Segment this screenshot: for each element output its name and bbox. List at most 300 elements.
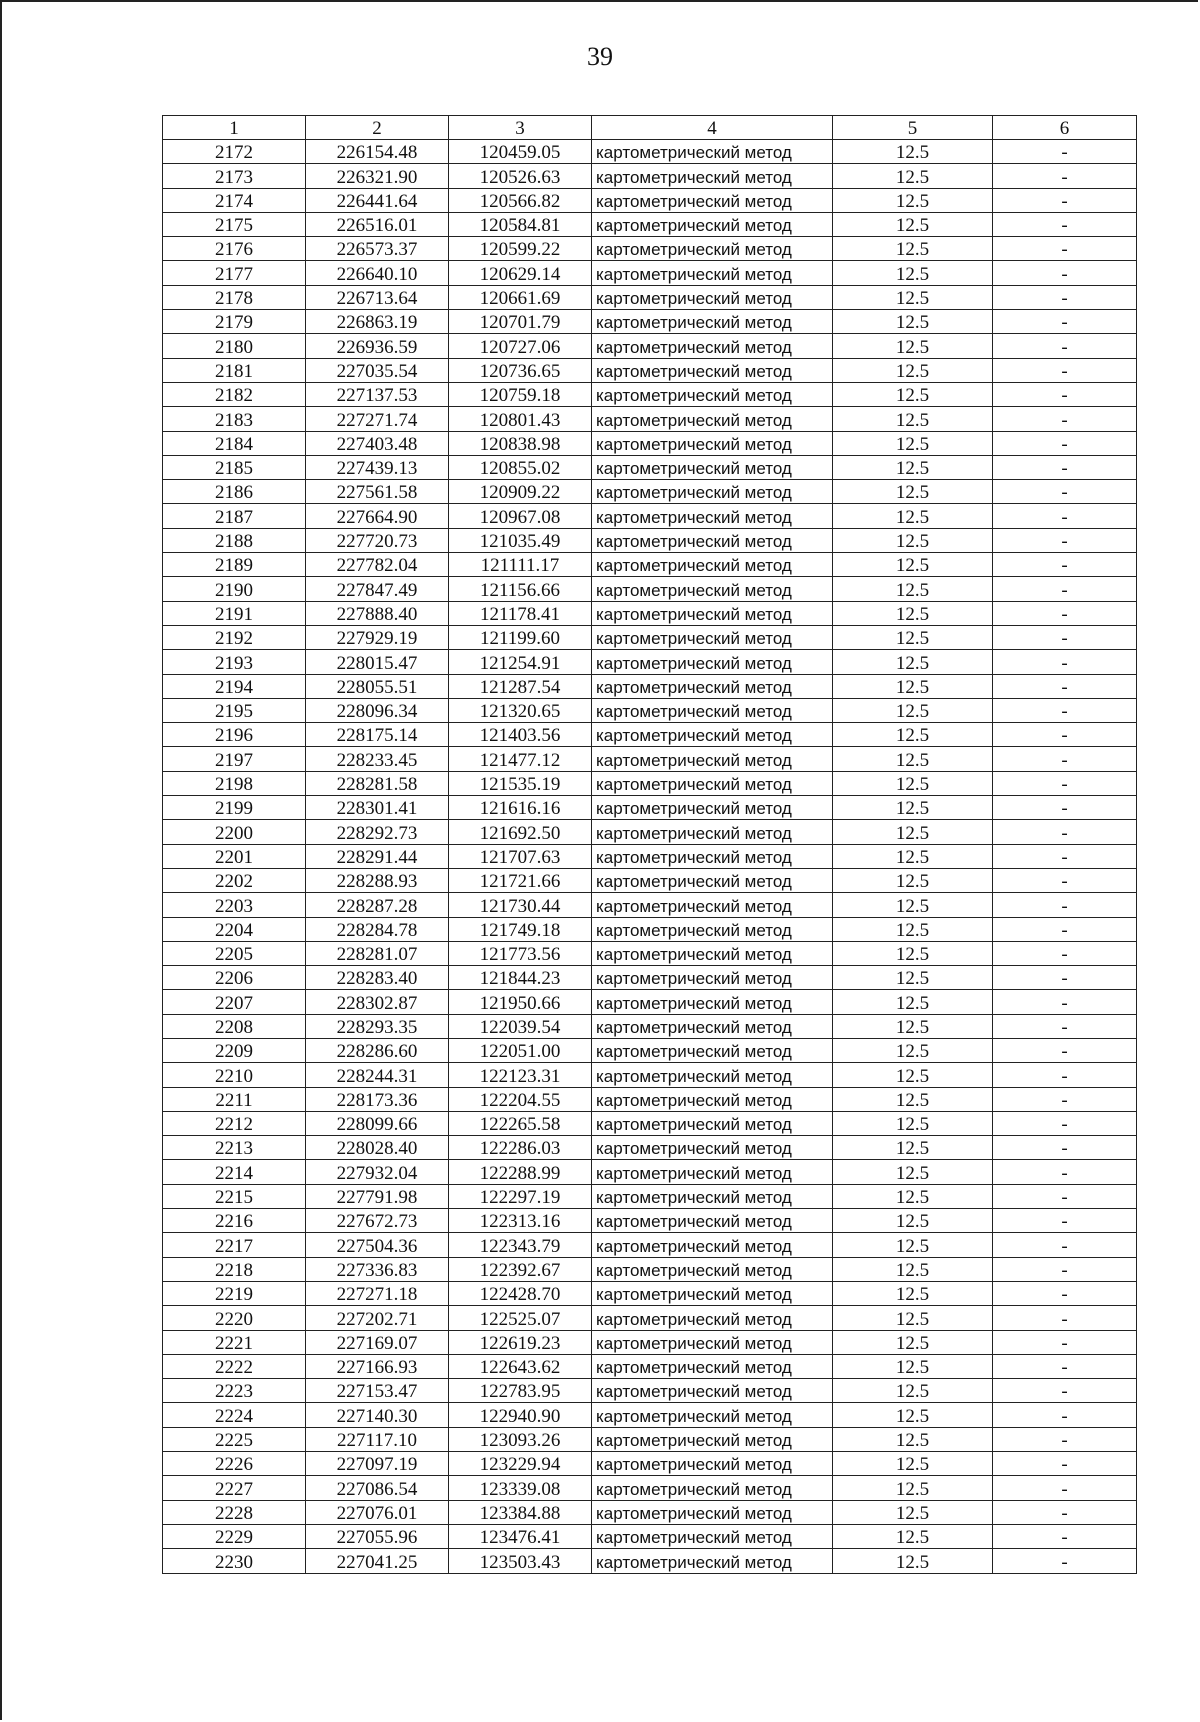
- method-cell: картометрический метод: [592, 358, 833, 382]
- y-coordinate-cell: 121749.18: [449, 917, 592, 941]
- method-cell: картометрический метод: [592, 1500, 833, 1524]
- x-coordinate-cell: 227169.07: [306, 1330, 449, 1354]
- y-coordinate-cell: 121178.41: [449, 601, 592, 625]
- point-number-cell: 2220: [163, 1306, 306, 1330]
- table-row: [163, 1281, 1137, 1305]
- point-number-cell: 2229: [163, 1524, 306, 1548]
- y-coordinate-cell: 121111.17: [449, 553, 592, 577]
- y-coordinate-cell: 121035.49: [449, 528, 592, 552]
- x-coordinate-cell: 228301.41: [306, 796, 449, 820]
- y-coordinate-cell: 123384.88: [449, 1500, 592, 1524]
- accuracy-cell: 12.5: [833, 1014, 993, 1038]
- y-coordinate-cell: 121692.50: [449, 820, 592, 844]
- y-coordinate-cell: 121721.66: [449, 868, 592, 892]
- note-cell: -: [993, 650, 1137, 674]
- point-number-cell: 2222: [163, 1354, 306, 1378]
- x-coordinate-cell: 227076.01: [306, 1500, 449, 1524]
- point-number-cell: 2172: [163, 140, 306, 164]
- method-cell: картометрический метод: [592, 1427, 833, 1451]
- note-cell: -: [993, 285, 1137, 309]
- accuracy-cell: 12.5: [833, 1038, 993, 1062]
- method-cell: картометрический метод: [592, 1184, 833, 1208]
- note-cell: -: [993, 140, 1137, 164]
- table-row: [163, 1136, 1137, 1160]
- table-header: [163, 116, 1137, 140]
- table-row: [163, 1209, 1137, 1233]
- x-coordinate-cell: 228173.36: [306, 1087, 449, 1111]
- accuracy-cell: 12.5: [833, 1403, 993, 1427]
- table-row: [163, 261, 1137, 285]
- note-cell: -: [993, 1452, 1137, 1476]
- table-row: [163, 1427, 1137, 1451]
- x-coordinate-cell: 227041.25: [306, 1549, 449, 1573]
- point-number-cell: 2183: [163, 407, 306, 431]
- method-cell: картометрический метод: [592, 820, 833, 844]
- note-cell: -: [993, 1063, 1137, 1087]
- y-coordinate-cell: 120727.06: [449, 334, 592, 358]
- accuracy-cell: 12.5: [833, 601, 993, 625]
- note-cell: -: [993, 625, 1137, 649]
- method-cell: картометрический метод: [592, 1379, 833, 1403]
- x-coordinate-cell: 228055.51: [306, 674, 449, 698]
- method-cell: картометрический метод: [592, 431, 833, 455]
- table-row: [163, 650, 1137, 674]
- y-coordinate-cell: 122940.90: [449, 1403, 592, 1427]
- y-coordinate-cell: 122051.00: [449, 1038, 592, 1062]
- point-number-cell: 2227: [163, 1476, 306, 1500]
- accuracy-cell: 12.5: [833, 261, 993, 285]
- note-cell: -: [993, 431, 1137, 455]
- y-coordinate-cell: 122204.55: [449, 1087, 592, 1111]
- note-cell: -: [993, 990, 1137, 1014]
- point-number-cell: 2224: [163, 1403, 306, 1427]
- table-row: [163, 310, 1137, 334]
- point-number-cell: 2199: [163, 796, 306, 820]
- method-cell: картометрический метод: [592, 796, 833, 820]
- x-coordinate-cell: 228283.40: [306, 966, 449, 990]
- method-cell: картометрический метод: [592, 1160, 833, 1184]
- table-row: [163, 820, 1137, 844]
- table-row: [163, 140, 1137, 164]
- y-coordinate-cell: 120855.02: [449, 455, 592, 479]
- x-coordinate-cell: 227097.19: [306, 1452, 449, 1476]
- x-coordinate-cell: 227791.98: [306, 1184, 449, 1208]
- note-cell: -: [993, 1549, 1137, 1573]
- note-cell: -: [993, 334, 1137, 358]
- method-cell: картометрический метод: [592, 1136, 833, 1160]
- accuracy-cell: 12.5: [833, 1160, 993, 1184]
- x-coordinate-cell: 228175.14: [306, 723, 449, 747]
- accuracy-cell: 12.5: [833, 1549, 993, 1573]
- y-coordinate-cell: 121287.54: [449, 674, 592, 698]
- table-row: [163, 698, 1137, 722]
- method-cell: картометрический метод: [592, 1233, 833, 1257]
- note-cell: -: [993, 504, 1137, 528]
- method-cell: картометрический метод: [592, 1111, 833, 1135]
- point-number-cell: 2190: [163, 577, 306, 601]
- point-number-cell: 2176: [163, 237, 306, 261]
- note-cell: -: [993, 1427, 1137, 1451]
- note-cell: -: [993, 820, 1137, 844]
- method-cell: картометрический метод: [592, 1330, 833, 1354]
- table-row: [163, 212, 1137, 236]
- point-number-cell: 2204: [163, 917, 306, 941]
- point-number-cell: 2198: [163, 771, 306, 795]
- accuracy-cell: 12.5: [833, 698, 993, 722]
- table-row: [163, 1476, 1137, 1500]
- point-number-cell: 2177: [163, 261, 306, 285]
- y-coordinate-cell: 122619.23: [449, 1330, 592, 1354]
- method-cell: картометрический метод: [592, 625, 833, 649]
- note-cell: -: [993, 1233, 1137, 1257]
- method-cell: картометрический метод: [592, 1014, 833, 1038]
- accuracy-cell: 12.5: [833, 1354, 993, 1378]
- header-cell: 1: [163, 116, 306, 140]
- method-cell: картометрический метод: [592, 261, 833, 285]
- accuracy-cell: 12.5: [833, 1379, 993, 1403]
- point-number-cell: 2217: [163, 1233, 306, 1257]
- table-row: [163, 407, 1137, 431]
- note-cell: -: [993, 1160, 1137, 1184]
- y-coordinate-cell: 121844.23: [449, 966, 592, 990]
- accuracy-cell: 12.5: [833, 820, 993, 844]
- y-coordinate-cell: 121320.65: [449, 698, 592, 722]
- point-number-cell: 2174: [163, 188, 306, 212]
- y-coordinate-cell: 122039.54: [449, 1014, 592, 1038]
- note-cell: -: [993, 1306, 1137, 1330]
- accuracy-cell: 12.5: [833, 577, 993, 601]
- note-cell: -: [993, 358, 1137, 382]
- note-cell: -: [993, 577, 1137, 601]
- x-coordinate-cell: 228099.66: [306, 1111, 449, 1135]
- accuracy-cell: 12.5: [833, 966, 993, 990]
- accuracy-cell: 12.5: [833, 431, 993, 455]
- point-number-cell: 2206: [163, 966, 306, 990]
- y-coordinate-cell: 123093.26: [449, 1427, 592, 1451]
- method-cell: картометрический метод: [592, 188, 833, 212]
- header-cell: 4: [592, 116, 833, 140]
- table-row: [163, 771, 1137, 795]
- y-coordinate-cell: 123229.94: [449, 1452, 592, 1476]
- point-number-cell: 2209: [163, 1038, 306, 1062]
- accuracy-cell: 12.5: [833, 504, 993, 528]
- accuracy-cell: 12.5: [833, 237, 993, 261]
- method-cell: картометрический метод: [592, 577, 833, 601]
- method-cell: картометрический метод: [592, 893, 833, 917]
- x-coordinate-cell: 227932.04: [306, 1160, 449, 1184]
- method-cell: картометрический метод: [592, 771, 833, 795]
- y-coordinate-cell: 122343.79: [449, 1233, 592, 1257]
- method-cell: картометрический метод: [592, 285, 833, 309]
- point-number-cell: 2191: [163, 601, 306, 625]
- accuracy-cell: 12.5: [833, 1500, 993, 1524]
- note-cell: -: [993, 893, 1137, 917]
- y-coordinate-cell: 121156.66: [449, 577, 592, 601]
- point-number-cell: 2226: [163, 1452, 306, 1476]
- table-row: [163, 796, 1137, 820]
- note-cell: -: [993, 528, 1137, 552]
- method-cell: картометрический метод: [592, 1452, 833, 1476]
- method-cell: картометрический метод: [592, 917, 833, 941]
- point-number-cell: 2205: [163, 941, 306, 965]
- point-number-cell: 2223: [163, 1379, 306, 1403]
- table-row: [163, 625, 1137, 649]
- point-number-cell: 2202: [163, 868, 306, 892]
- accuracy-cell: 12.5: [833, 1063, 993, 1087]
- y-coordinate-cell: 122783.95: [449, 1379, 592, 1403]
- y-coordinate-cell: 121199.60: [449, 625, 592, 649]
- x-coordinate-cell: 228302.87: [306, 990, 449, 1014]
- accuracy-cell: 12.5: [833, 1281, 993, 1305]
- table-row: [163, 1087, 1137, 1111]
- accuracy-cell: 12.5: [833, 674, 993, 698]
- method-cell: картометрический метод: [592, 382, 833, 406]
- note-cell: -: [993, 1111, 1137, 1135]
- header-cell: 2: [306, 116, 449, 140]
- y-coordinate-cell: 122525.07: [449, 1306, 592, 1330]
- point-number-cell: 2230: [163, 1549, 306, 1573]
- x-coordinate-cell: 228281.58: [306, 771, 449, 795]
- x-coordinate-cell: 228287.28: [306, 893, 449, 917]
- y-coordinate-cell: 120909.22: [449, 480, 592, 504]
- x-coordinate-cell: 228015.47: [306, 650, 449, 674]
- note-cell: -: [993, 698, 1137, 722]
- y-coordinate-cell: 123503.43: [449, 1549, 592, 1573]
- y-coordinate-cell: 121707.63: [449, 844, 592, 868]
- method-cell: картометрический метод: [592, 212, 833, 236]
- y-coordinate-cell: 122392.67: [449, 1257, 592, 1281]
- x-coordinate-cell: 227720.73: [306, 528, 449, 552]
- table-row: [163, 1354, 1137, 1378]
- point-number-cell: 2189: [163, 553, 306, 577]
- y-coordinate-cell: 120759.18: [449, 382, 592, 406]
- y-coordinate-cell: 121403.56: [449, 723, 592, 747]
- note-cell: -: [993, 747, 1137, 771]
- table-row: [163, 1038, 1137, 1062]
- point-number-cell: 2192: [163, 625, 306, 649]
- header-row: [163, 116, 1137, 140]
- note-cell: -: [993, 796, 1137, 820]
- y-coordinate-cell: 120459.05: [449, 140, 592, 164]
- y-coordinate-cell: 121616.16: [449, 796, 592, 820]
- accuracy-cell: 12.5: [833, 310, 993, 334]
- table-row: [163, 334, 1137, 358]
- table-row: [163, 1330, 1137, 1354]
- note-cell: -: [993, 1524, 1137, 1548]
- note-cell: -: [993, 1379, 1137, 1403]
- y-coordinate-cell: 120526.63: [449, 164, 592, 188]
- x-coordinate-cell: 227271.74: [306, 407, 449, 431]
- x-coordinate-cell: 228284.78: [306, 917, 449, 941]
- y-coordinate-cell: 121535.19: [449, 771, 592, 795]
- point-number-cell: 2182: [163, 382, 306, 406]
- note-cell: -: [993, 164, 1137, 188]
- table-row: [163, 382, 1137, 406]
- note-cell: -: [993, 771, 1137, 795]
- method-cell: картометрический метод: [592, 698, 833, 722]
- table-row: [163, 917, 1137, 941]
- x-coordinate-cell: 227202.71: [306, 1306, 449, 1330]
- method-cell: картометрический метод: [592, 407, 833, 431]
- accuracy-cell: 12.5: [833, 1452, 993, 1476]
- point-number-cell: 2173: [163, 164, 306, 188]
- table-row: [163, 480, 1137, 504]
- point-number-cell: 2194: [163, 674, 306, 698]
- point-number-cell: 2175: [163, 212, 306, 236]
- accuracy-cell: 12.5: [833, 844, 993, 868]
- table-row: [163, 528, 1137, 552]
- y-coordinate-cell: 120566.82: [449, 188, 592, 212]
- point-number-cell: 2181: [163, 358, 306, 382]
- x-coordinate-cell: 227403.48: [306, 431, 449, 455]
- y-coordinate-cell: 122288.99: [449, 1160, 592, 1184]
- x-coordinate-cell: 227140.30: [306, 1403, 449, 1427]
- method-cell: картометрический метод: [592, 1209, 833, 1233]
- header-cell: 5: [833, 116, 993, 140]
- accuracy-cell: 12.5: [833, 893, 993, 917]
- y-coordinate-cell: 120701.79: [449, 310, 592, 334]
- accuracy-cell: 12.5: [833, 553, 993, 577]
- x-coordinate-cell: 227561.58: [306, 480, 449, 504]
- method-cell: картометрический метод: [592, 1354, 833, 1378]
- table-row: [163, 1233, 1137, 1257]
- method-cell: картометрический метод: [592, 553, 833, 577]
- note-cell: -: [993, 1281, 1137, 1305]
- table-row: [163, 747, 1137, 771]
- note-cell: -: [993, 237, 1137, 261]
- point-number-cell: 2219: [163, 1281, 306, 1305]
- point-number-cell: 2225: [163, 1427, 306, 1451]
- x-coordinate-cell: 227782.04: [306, 553, 449, 577]
- point-number-cell: 2187: [163, 504, 306, 528]
- accuracy-cell: 12.5: [833, 455, 993, 479]
- method-cell: картометрический метод: [592, 1306, 833, 1330]
- x-coordinate-cell: 227086.54: [306, 1476, 449, 1500]
- point-number-cell: 2184: [163, 431, 306, 455]
- note-cell: -: [993, 553, 1137, 577]
- table-row: [163, 1184, 1137, 1208]
- y-coordinate-cell: 122123.31: [449, 1063, 592, 1087]
- table-row: [163, 990, 1137, 1014]
- note-cell: -: [993, 310, 1137, 334]
- method-cell: картометрический метод: [592, 504, 833, 528]
- table-row: [163, 601, 1137, 625]
- x-coordinate-cell: 228292.73: [306, 820, 449, 844]
- table-row: [163, 1111, 1137, 1135]
- point-number-cell: 2228: [163, 1500, 306, 1524]
- x-coordinate-cell: 228293.35: [306, 1014, 449, 1038]
- table-row: [163, 1379, 1137, 1403]
- accuracy-cell: 12.5: [833, 188, 993, 212]
- accuracy-cell: 12.5: [833, 334, 993, 358]
- table-row: [163, 1549, 1137, 1573]
- point-number-cell: 2210: [163, 1063, 306, 1087]
- method-cell: картометрический метод: [592, 310, 833, 334]
- method-cell: картометрический метод: [592, 674, 833, 698]
- table-row: [163, 893, 1137, 917]
- accuracy-cell: 12.5: [833, 625, 993, 649]
- method-cell: картометрический метод: [592, 650, 833, 674]
- note-cell: -: [993, 674, 1137, 698]
- method-cell: картометрический метод: [592, 1524, 833, 1548]
- accuracy-cell: 12.5: [833, 1209, 993, 1233]
- point-number-cell: 2180: [163, 334, 306, 358]
- point-number-cell: 2208: [163, 1014, 306, 1038]
- header-cell: 6: [993, 116, 1137, 140]
- point-number-cell: 2186: [163, 480, 306, 504]
- method-cell: картометрический метод: [592, 1038, 833, 1062]
- x-coordinate-cell: 226321.90: [306, 164, 449, 188]
- point-number-cell: 2211: [163, 1087, 306, 1111]
- accuracy-cell: 12.5: [833, 382, 993, 406]
- point-number-cell: 2212: [163, 1111, 306, 1135]
- y-coordinate-cell: 122313.16: [449, 1209, 592, 1233]
- method-cell: картометрический метод: [592, 480, 833, 504]
- y-coordinate-cell: 121730.44: [449, 893, 592, 917]
- point-number-cell: 2221: [163, 1330, 306, 1354]
- x-coordinate-cell: 227672.73: [306, 1209, 449, 1233]
- note-cell: -: [993, 188, 1137, 212]
- header-cell: 3: [449, 116, 592, 140]
- table-row: [163, 868, 1137, 892]
- x-coordinate-cell: 226441.64: [306, 188, 449, 212]
- table-row: [163, 1452, 1137, 1476]
- note-cell: -: [993, 1014, 1137, 1038]
- note-cell: -: [993, 480, 1137, 504]
- accuracy-cell: 12.5: [833, 1306, 993, 1330]
- method-cell: картометрический метод: [592, 528, 833, 552]
- note-cell: -: [993, 1038, 1137, 1062]
- accuracy-cell: 12.5: [833, 917, 993, 941]
- method-cell: картометрический метод: [592, 844, 833, 868]
- note-cell: -: [993, 1257, 1137, 1281]
- point-number-cell: 2200: [163, 820, 306, 844]
- method-cell: картометрический метод: [592, 1281, 833, 1305]
- point-number-cell: 2193: [163, 650, 306, 674]
- x-coordinate-cell: 227137.53: [306, 382, 449, 406]
- accuracy-cell: 12.5: [833, 1136, 993, 1160]
- table-row: [163, 188, 1137, 212]
- y-coordinate-cell: 121950.66: [449, 990, 592, 1014]
- accuracy-cell: 12.5: [833, 1257, 993, 1281]
- accuracy-cell: 12.5: [833, 868, 993, 892]
- x-coordinate-cell: 227888.40: [306, 601, 449, 625]
- point-number-cell: 2197: [163, 747, 306, 771]
- table-row: [163, 1014, 1137, 1038]
- table-row: [163, 455, 1137, 479]
- note-cell: -: [993, 261, 1137, 285]
- x-coordinate-cell: 228288.93: [306, 868, 449, 892]
- point-number-cell: 2207: [163, 990, 306, 1014]
- table-row: [163, 966, 1137, 990]
- x-coordinate-cell: 226713.64: [306, 285, 449, 309]
- x-coordinate-cell: 227153.47: [306, 1379, 449, 1403]
- note-cell: -: [993, 917, 1137, 941]
- accuracy-cell: 12.5: [833, 771, 993, 795]
- accuracy-cell: 12.5: [833, 1524, 993, 1548]
- y-coordinate-cell: 121773.56: [449, 941, 592, 965]
- table-row: [163, 431, 1137, 455]
- method-cell: картометрический метод: [592, 1476, 833, 1500]
- method-cell: картометрический метод: [592, 723, 833, 747]
- method-cell: картометрический метод: [592, 455, 833, 479]
- y-coordinate-cell: 120967.08: [449, 504, 592, 528]
- table-row: [163, 674, 1137, 698]
- note-cell: -: [993, 1184, 1137, 1208]
- x-coordinate-cell: 228233.45: [306, 747, 449, 771]
- x-coordinate-cell: 226936.59: [306, 334, 449, 358]
- method-cell: картометрический метод: [592, 601, 833, 625]
